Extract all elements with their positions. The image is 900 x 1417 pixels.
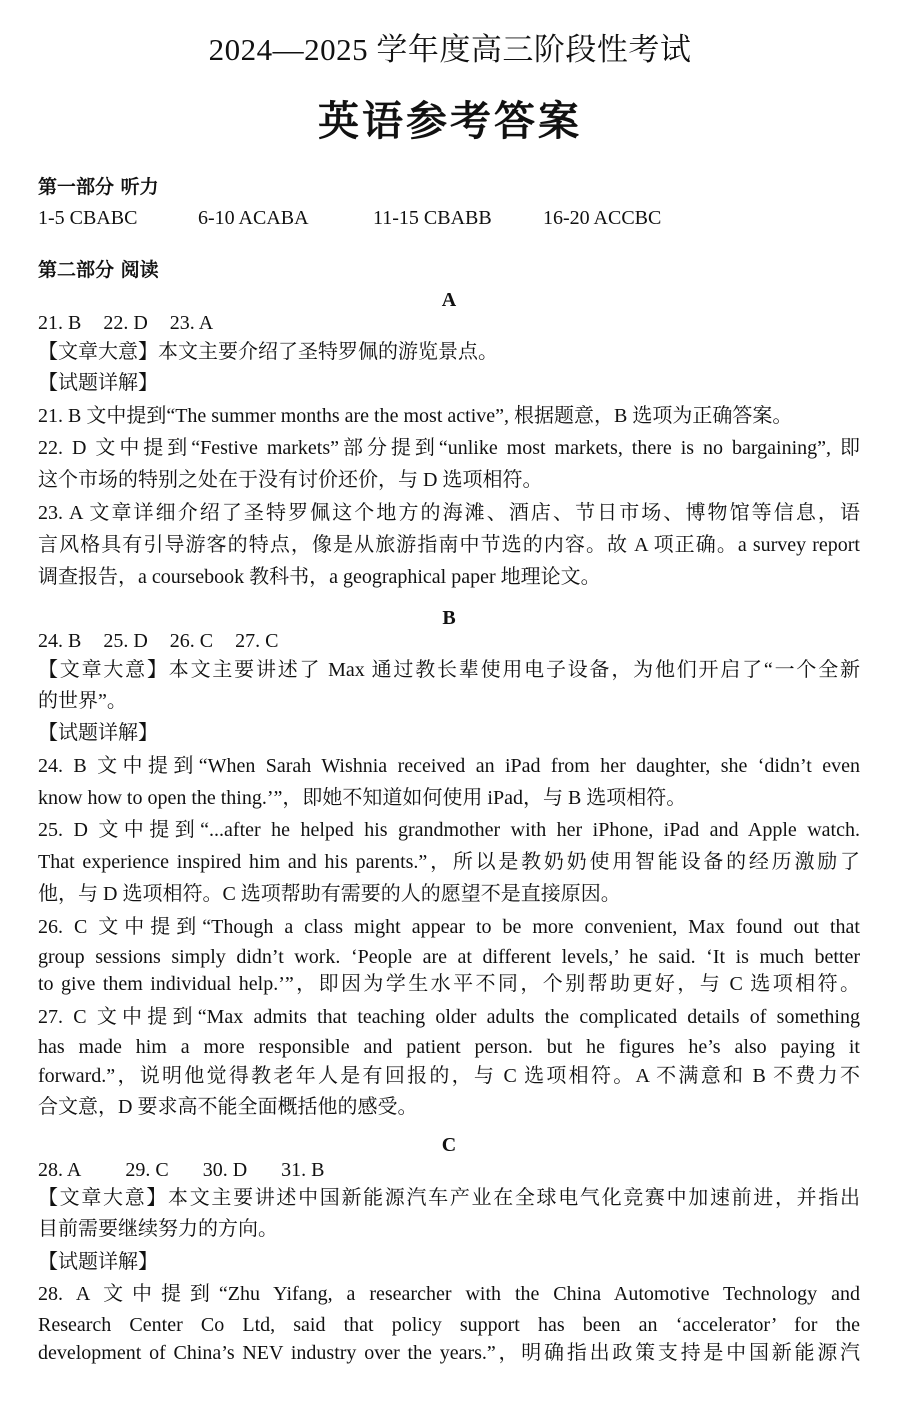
reading-answer: 22. D: [103, 312, 148, 334]
explanation-line: 24. B 文中提到“When Sarah Wishnia received an iPad from her daughter, she ‘didn’t even: [38, 755, 860, 777]
doc-title: 2024—2025 学年度高三阶段性考试: [208, 32, 692, 67]
part1-heading: 第一部分 听力: [38, 176, 159, 198]
explanation-line: 25. D 文中提到“...after he helped his grandmother with her iPhone, iPad and Apple watch.: [38, 819, 860, 841]
section-a-letter: A: [441, 289, 457, 311]
listening-answers: [38, 203, 860, 234]
section-b-letter: B: [442, 607, 456, 629]
explanation-line: 27. C 文中提到“Max admits that teaching older adults the complicated details of something: [38, 1006, 860, 1028]
part2-heading: 第二部分 阅读: [38, 259, 159, 281]
reading-answer: 26. C: [169, 630, 214, 652]
reading-answer: 24. B: [38, 630, 82, 652]
reading-answer: 27. C: [235, 630, 279, 652]
explanation-line: 合文意，D 要求高不能全面概括他的感受。: [38, 1096, 418, 1118]
explanation-line: know how to open the thing.’”，即她不知道如何使用 iPad，与 B 选项相符。: [38, 787, 687, 809]
listening-answer: 1-5 CBABC: [38, 207, 138, 229]
explanation-line: forward.”，说明他觉得教老年人是有回报的，与 C 选项相符。A 不满意和 B 不费力不: [38, 1065, 860, 1087]
summary-line: 目前需要继续努力的方向。: [38, 1218, 278, 1240]
explanation-line: has made him a more responsible and patient person. but he figures he’s also paying it: [38, 1036, 860, 1058]
reading-answer: 23. A: [169, 312, 214, 334]
listening-answer: 11-15 CBABB: [373, 207, 492, 229]
reading-answer: 31. B: [281, 1159, 325, 1181]
explanation-line: development of China’s NEV industry over the years.”，明确指出政策支持是中国新能源汽: [38, 1342, 860, 1364]
summary-line: 的世界”。: [38, 690, 127, 712]
section-b-answers: [38, 626, 860, 657]
explanation-line: 21. B 文中提到“The summer months are the most active”, 根据题意，B 选项为正确答案。: [38, 405, 793, 427]
listening-answer: 6-10 ACABA: [198, 207, 309, 229]
summary-line: 【文章大意】本文主要介绍了圣特罗佩的游览景点。: [38, 341, 498, 363]
detail-heading: 【试题详解】: [38, 372, 158, 394]
reading-answer: 30. D: [202, 1159, 248, 1181]
section-a-answers: [38, 308, 860, 339]
explanation-line: 26. C 文中提到“Though a class might appear to be more convenient, Max found out that: [38, 916, 860, 938]
reading-answer: 28. A: [38, 1159, 82, 1181]
doc-subtitle: 英语参考答案: [318, 98, 582, 144]
detail-heading: 【试题详解】: [38, 722, 158, 744]
summary-line: 【文章大意】本文主要讲述中国新能源汽车产业在全球电气化竞赛中加速前进，并指出: [38, 1187, 860, 1209]
explanation-line: group sessions simply didn’t work. ‘People are at different levels,’ he said. ‘It is much better: [38, 946, 860, 968]
section-c-letter: C: [441, 1134, 457, 1156]
explanation-line: 28. A 文中提到“Zhu Yifang, a researcher with the China Automotive Technology and: [38, 1283, 860, 1305]
summary-line: 【文章大意】本文主要讲述了 Max 通过教长辈使用电子设备，为他们开启了“一个全新: [38, 659, 860, 681]
reading-answer: 25. D: [103, 630, 148, 652]
listening-answer: 16-20 ACCBC: [543, 207, 662, 229]
explanation-line: 23. A 文章详细介绍了圣特罗佩这个地方的海滩、酒店、节日市场、博物馆等信息，语: [38, 502, 860, 524]
reading-answer: 29. C: [125, 1159, 169, 1181]
explanation-line: 调查报告，a coursebook 教科书，a geographical paper 地理论文。: [38, 566, 601, 588]
explanation-line: That experience inspired him and his parents.”，所以是教奶奶使用智能设备的经历激励了: [38, 851, 860, 873]
explanation-line: Research Center Co Ltd, said that policy support has been an ‘accelerator’ for the: [38, 1314, 860, 1336]
explanation-line: 言风格具有引导游客的特点，像是从旅游指南中节选的内容。故 A 项正确。a survey report: [38, 534, 860, 556]
section-c-answers: [38, 1155, 860, 1186]
explanation-line: 22. D 文中提到“Festive markets”部分提到“unlike most markets, there is no bargaining”, 即: [38, 437, 860, 459]
explanation-line: 这个市场的特别之处在于没有讨价还价，与 D 选项相符。: [38, 469, 543, 491]
reading-answer: 21. B: [38, 312, 82, 334]
explanation-line: to give them individual help.’”，即因为学生水平不同，个别帮助更好，与 C 选项相符。: [38, 973, 860, 995]
explanation-line: 他，与 D 选项相符。C 选项帮助有需要的人的愿望不是直接原因。: [38, 883, 621, 905]
detail-heading: 【试题详解】: [38, 1251, 158, 1273]
